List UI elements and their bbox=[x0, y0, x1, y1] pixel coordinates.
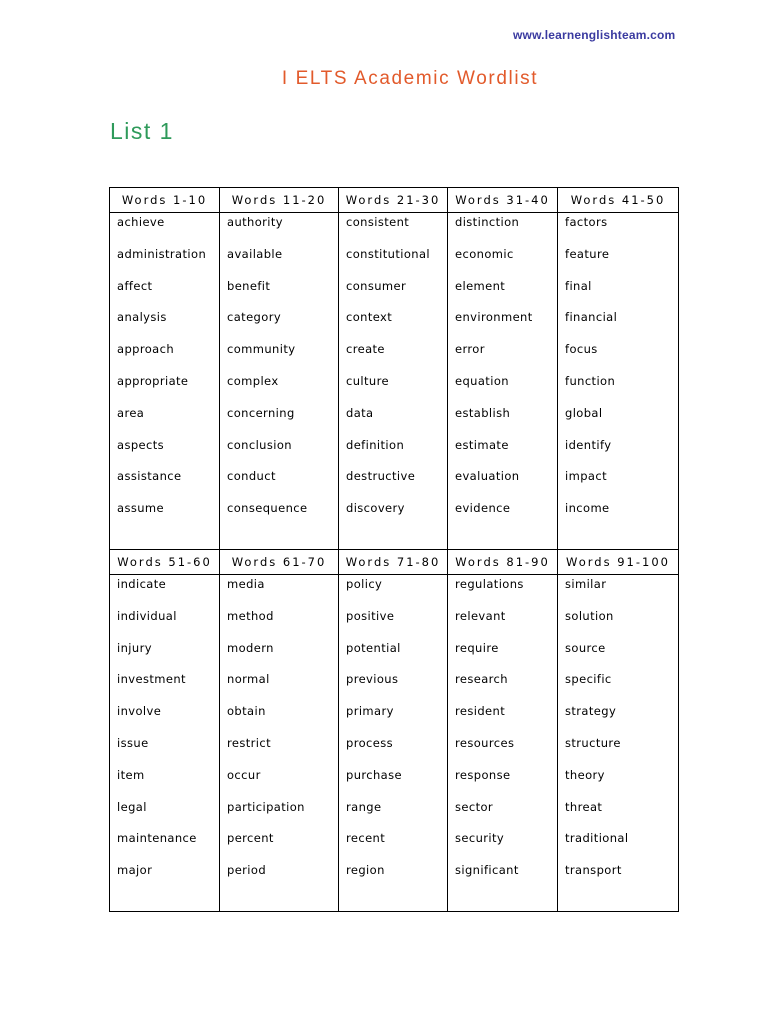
word-item: establish bbox=[455, 405, 511, 420]
word-column bbox=[110, 213, 220, 550]
word-item: environment bbox=[455, 310, 533, 325]
word-item: error bbox=[455, 342, 485, 357]
word-item: injury bbox=[117, 640, 152, 655]
word-item: conduct bbox=[227, 469, 276, 484]
word-item: consequence bbox=[227, 501, 308, 516]
word-item: sector bbox=[455, 799, 494, 814]
word-item: source bbox=[565, 640, 606, 655]
word-column bbox=[220, 575, 339, 912]
word-item: benefit bbox=[227, 278, 271, 293]
header-row bbox=[110, 188, 679, 213]
word-item: element bbox=[455, 278, 506, 293]
word-item: regulations bbox=[455, 577, 524, 591]
word-item: aspects bbox=[117, 437, 165, 452]
word-item: research bbox=[455, 672, 508, 687]
column-header: Words 31-40 bbox=[448, 188, 558, 213]
site-url-link[interactable]: www.learnenglishteam.com bbox=[513, 28, 676, 42]
word-item: structure bbox=[565, 735, 621, 750]
word-item: issue bbox=[117, 735, 149, 750]
word-item: feature bbox=[565, 246, 610, 261]
word-item: range bbox=[346, 799, 382, 814]
word-item: context bbox=[346, 310, 393, 325]
word-item: process bbox=[346, 735, 393, 750]
column-header: Words 11-20 bbox=[220, 188, 339, 213]
word-item: data bbox=[346, 405, 374, 420]
word-column bbox=[339, 575, 448, 912]
word-item: potential bbox=[346, 640, 401, 655]
word-item: major bbox=[117, 863, 153, 878]
word-item: administration bbox=[117, 246, 207, 261]
column-header: Words 61-70 bbox=[220, 550, 339, 575]
word-item: participation bbox=[227, 799, 305, 814]
list-heading: List 1 bbox=[110, 118, 174, 144]
word-item: modern bbox=[227, 640, 274, 655]
column-header: Words 41-50 bbox=[558, 188, 679, 213]
word-item: legal bbox=[117, 799, 147, 814]
word-item: focus bbox=[565, 342, 598, 357]
word-item: evaluation bbox=[455, 469, 520, 484]
word-item: area bbox=[117, 405, 145, 420]
word-item: occur bbox=[227, 767, 261, 782]
word-item: constitutional bbox=[346, 246, 431, 261]
word-item: conclusion bbox=[227, 437, 292, 452]
word-item: media bbox=[227, 577, 265, 591]
word-item: previous bbox=[346, 672, 399, 687]
word-item: affect bbox=[117, 278, 153, 293]
word-item: transport bbox=[565, 863, 622, 878]
word-item: create bbox=[346, 342, 385, 357]
word-item: item bbox=[117, 767, 145, 782]
header-row bbox=[110, 550, 679, 575]
word-item: evidence bbox=[455, 501, 511, 516]
word-item: specific bbox=[565, 672, 612, 687]
word-item: involve bbox=[117, 704, 162, 719]
word-item: culture bbox=[346, 373, 389, 388]
word-item: resources bbox=[455, 735, 515, 750]
word-item: significant bbox=[455, 863, 519, 878]
word-item: identify bbox=[565, 437, 612, 452]
word-item: income bbox=[565, 501, 610, 516]
word-row bbox=[110, 213, 679, 550]
word-item: response bbox=[455, 767, 511, 782]
word-item: achieve bbox=[117, 215, 165, 229]
word-item: financial bbox=[565, 310, 618, 325]
word-item: period bbox=[227, 863, 267, 878]
word-column bbox=[558, 213, 679, 550]
word-item: restrict bbox=[227, 735, 272, 750]
column-header: Words 71-80 bbox=[339, 550, 448, 575]
word-item: security bbox=[455, 831, 505, 846]
word-item: concerning bbox=[227, 405, 295, 420]
word-item: policy bbox=[346, 577, 383, 591]
word-item: approach bbox=[117, 342, 175, 357]
word-item: definition bbox=[346, 437, 405, 452]
word-column bbox=[339, 213, 448, 550]
word-item: investment bbox=[117, 672, 186, 687]
column-header: Words 81-90 bbox=[448, 550, 558, 575]
word-item: final bbox=[565, 278, 592, 293]
word-item: impact bbox=[565, 469, 607, 484]
word-item: relevant bbox=[455, 608, 506, 623]
document-title: I ELTS Academic Wordlist bbox=[281, 68, 539, 89]
word-item: require bbox=[455, 640, 499, 655]
word-item: individual bbox=[117, 608, 177, 623]
word-row bbox=[110, 575, 679, 912]
word-item: estimate bbox=[455, 437, 509, 452]
word-item: assume bbox=[117, 501, 164, 516]
word-item: function bbox=[565, 373, 616, 388]
word-column bbox=[448, 575, 558, 912]
word-item: analysis bbox=[117, 310, 167, 325]
word-item: maintenance bbox=[117, 831, 197, 846]
word-item: solution bbox=[565, 608, 614, 623]
word-item: distinction bbox=[455, 215, 520, 229]
word-item: traditional bbox=[565, 831, 629, 846]
column-header: Words 21-30 bbox=[339, 188, 448, 213]
word-item: factors bbox=[565, 215, 608, 229]
word-item: purchase bbox=[346, 767, 402, 782]
word-item: destructive bbox=[346, 469, 416, 484]
wordlist-table bbox=[109, 187, 679, 912]
word-item: normal bbox=[227, 672, 270, 687]
word-item: indicate bbox=[117, 577, 167, 591]
word-column bbox=[220, 213, 339, 550]
word-item: category bbox=[227, 310, 282, 325]
word-item: consistent bbox=[346, 215, 410, 229]
word-item: method bbox=[227, 608, 274, 623]
column-header: Words 1-10 bbox=[110, 188, 220, 213]
column-header: Words 91-100 bbox=[558, 550, 679, 575]
word-item: equation bbox=[455, 373, 509, 388]
word-item: consumer bbox=[346, 278, 407, 293]
word-item: complex bbox=[227, 373, 279, 388]
word-item: region bbox=[346, 863, 385, 878]
word-item: global bbox=[565, 405, 603, 420]
word-item: recent bbox=[346, 831, 386, 846]
word-item: assistance bbox=[117, 469, 182, 484]
word-column bbox=[448, 213, 558, 550]
word-item: discovery bbox=[346, 501, 405, 516]
word-item: economic bbox=[455, 246, 514, 261]
word-item: authority bbox=[227, 215, 284, 229]
word-item: available bbox=[227, 246, 283, 261]
word-column bbox=[110, 575, 220, 912]
word-item: primary bbox=[346, 704, 394, 719]
word-item: appropriate bbox=[117, 373, 189, 388]
word-item: theory bbox=[565, 767, 605, 782]
word-item: obtain bbox=[227, 704, 266, 719]
word-item: threat bbox=[565, 799, 603, 814]
word-item: similar bbox=[565, 577, 607, 591]
word-item: community bbox=[227, 342, 296, 357]
word-item: strategy bbox=[565, 704, 617, 719]
word-item: positive bbox=[346, 608, 395, 623]
column-header: Words 51-60 bbox=[110, 550, 220, 575]
word-item: percent bbox=[227, 831, 274, 846]
word-item: resident bbox=[455, 704, 506, 719]
word-column bbox=[558, 575, 679, 912]
